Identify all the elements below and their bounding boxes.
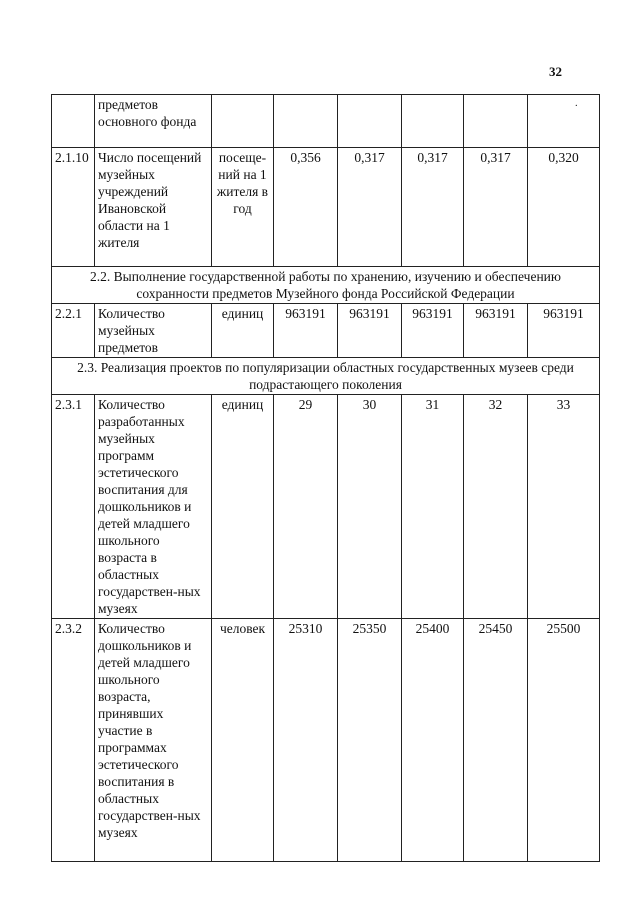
indicators-table — [51, 94, 600, 862]
page-number: 32 — [549, 64, 562, 79]
indicator-name: предметов основного фонда — [95, 95, 212, 148]
value-cell: 25400 — [402, 619, 464, 862]
indicator-name: Количество разработанных музейных программ эстетического воспитания для дошкольников и детей младшего школьного возраста в областных государствен-ных музеях — [95, 395, 212, 619]
unit-cell: единиц — [212, 304, 274, 358]
value-cell — [402, 95, 464, 148]
value-cell: 31 — [402, 395, 464, 619]
value-cell: 963191 — [402, 304, 464, 358]
unit-cell: единиц — [212, 395, 274, 619]
table-row — [52, 304, 600, 358]
value-cell: 29 — [274, 395, 338, 619]
section-row — [52, 267, 600, 304]
table-row — [52, 95, 600, 148]
indicator-name: Количество дошкольников и детей младшего школьного возраста, принявших участие в программах эстетического воспитания в областных государствен-ных музеях — [95, 619, 212, 862]
section-heading: 2.3. Реализация проектов по популяризации областных государственных музеев среди подрастающего поколения — [52, 358, 600, 395]
value-cell: 963191 — [274, 304, 338, 358]
value-cell: 33 — [528, 395, 600, 619]
value-cell: 25500 — [528, 619, 600, 862]
value-cell — [464, 95, 528, 148]
row-number: 2.1.10 — [52, 148, 95, 267]
value-cell: 25450 — [464, 619, 528, 862]
table-row — [52, 148, 600, 267]
value-cell: 0,317 — [338, 148, 402, 267]
unit-cell: человек — [212, 619, 274, 862]
value-cell — [274, 95, 338, 148]
value-cell: 963191 — [528, 304, 600, 358]
table-row — [52, 619, 600, 862]
value-cell: 30 — [338, 395, 402, 619]
value-cell: 963191 — [464, 304, 528, 358]
row-number: 2.3.2 — [52, 619, 95, 862]
row-number: 2.3.1 — [52, 395, 95, 619]
value-cell: 25310 — [274, 619, 338, 862]
value-cell — [338, 95, 402, 148]
value-cell: 963191 — [338, 304, 402, 358]
row-number: 2.2.1 — [52, 304, 95, 358]
indicator-name: Число посещений музейных учреждений Ивановской области на 1 жителя — [95, 148, 212, 267]
indicator-name: Количество музейных предметов — [95, 304, 212, 358]
value-cell: 32 — [464, 395, 528, 619]
unit-cell — [212, 95, 274, 148]
value-cell: 25350 — [338, 619, 402, 862]
section-heading: 2.2. Выполнение государственной работы по хранению, изучению и обеспечению сохранности предметов Музейного фонда Российской Федерации — [52, 267, 600, 304]
value-cell: 0,320 — [528, 148, 600, 267]
value-cell — [528, 95, 600, 148]
stray-mark: · — [574, 101, 578, 112]
table-row — [52, 395, 600, 619]
section-row — [52, 358, 600, 395]
value-cell: 0,356 — [274, 148, 338, 267]
row-number — [52, 95, 95, 148]
value-cell: 0,317 — [402, 148, 464, 267]
value-cell: 0,317 — [464, 148, 528, 267]
unit-cell: посеще-ний на 1 жителя в год — [212, 148, 274, 267]
